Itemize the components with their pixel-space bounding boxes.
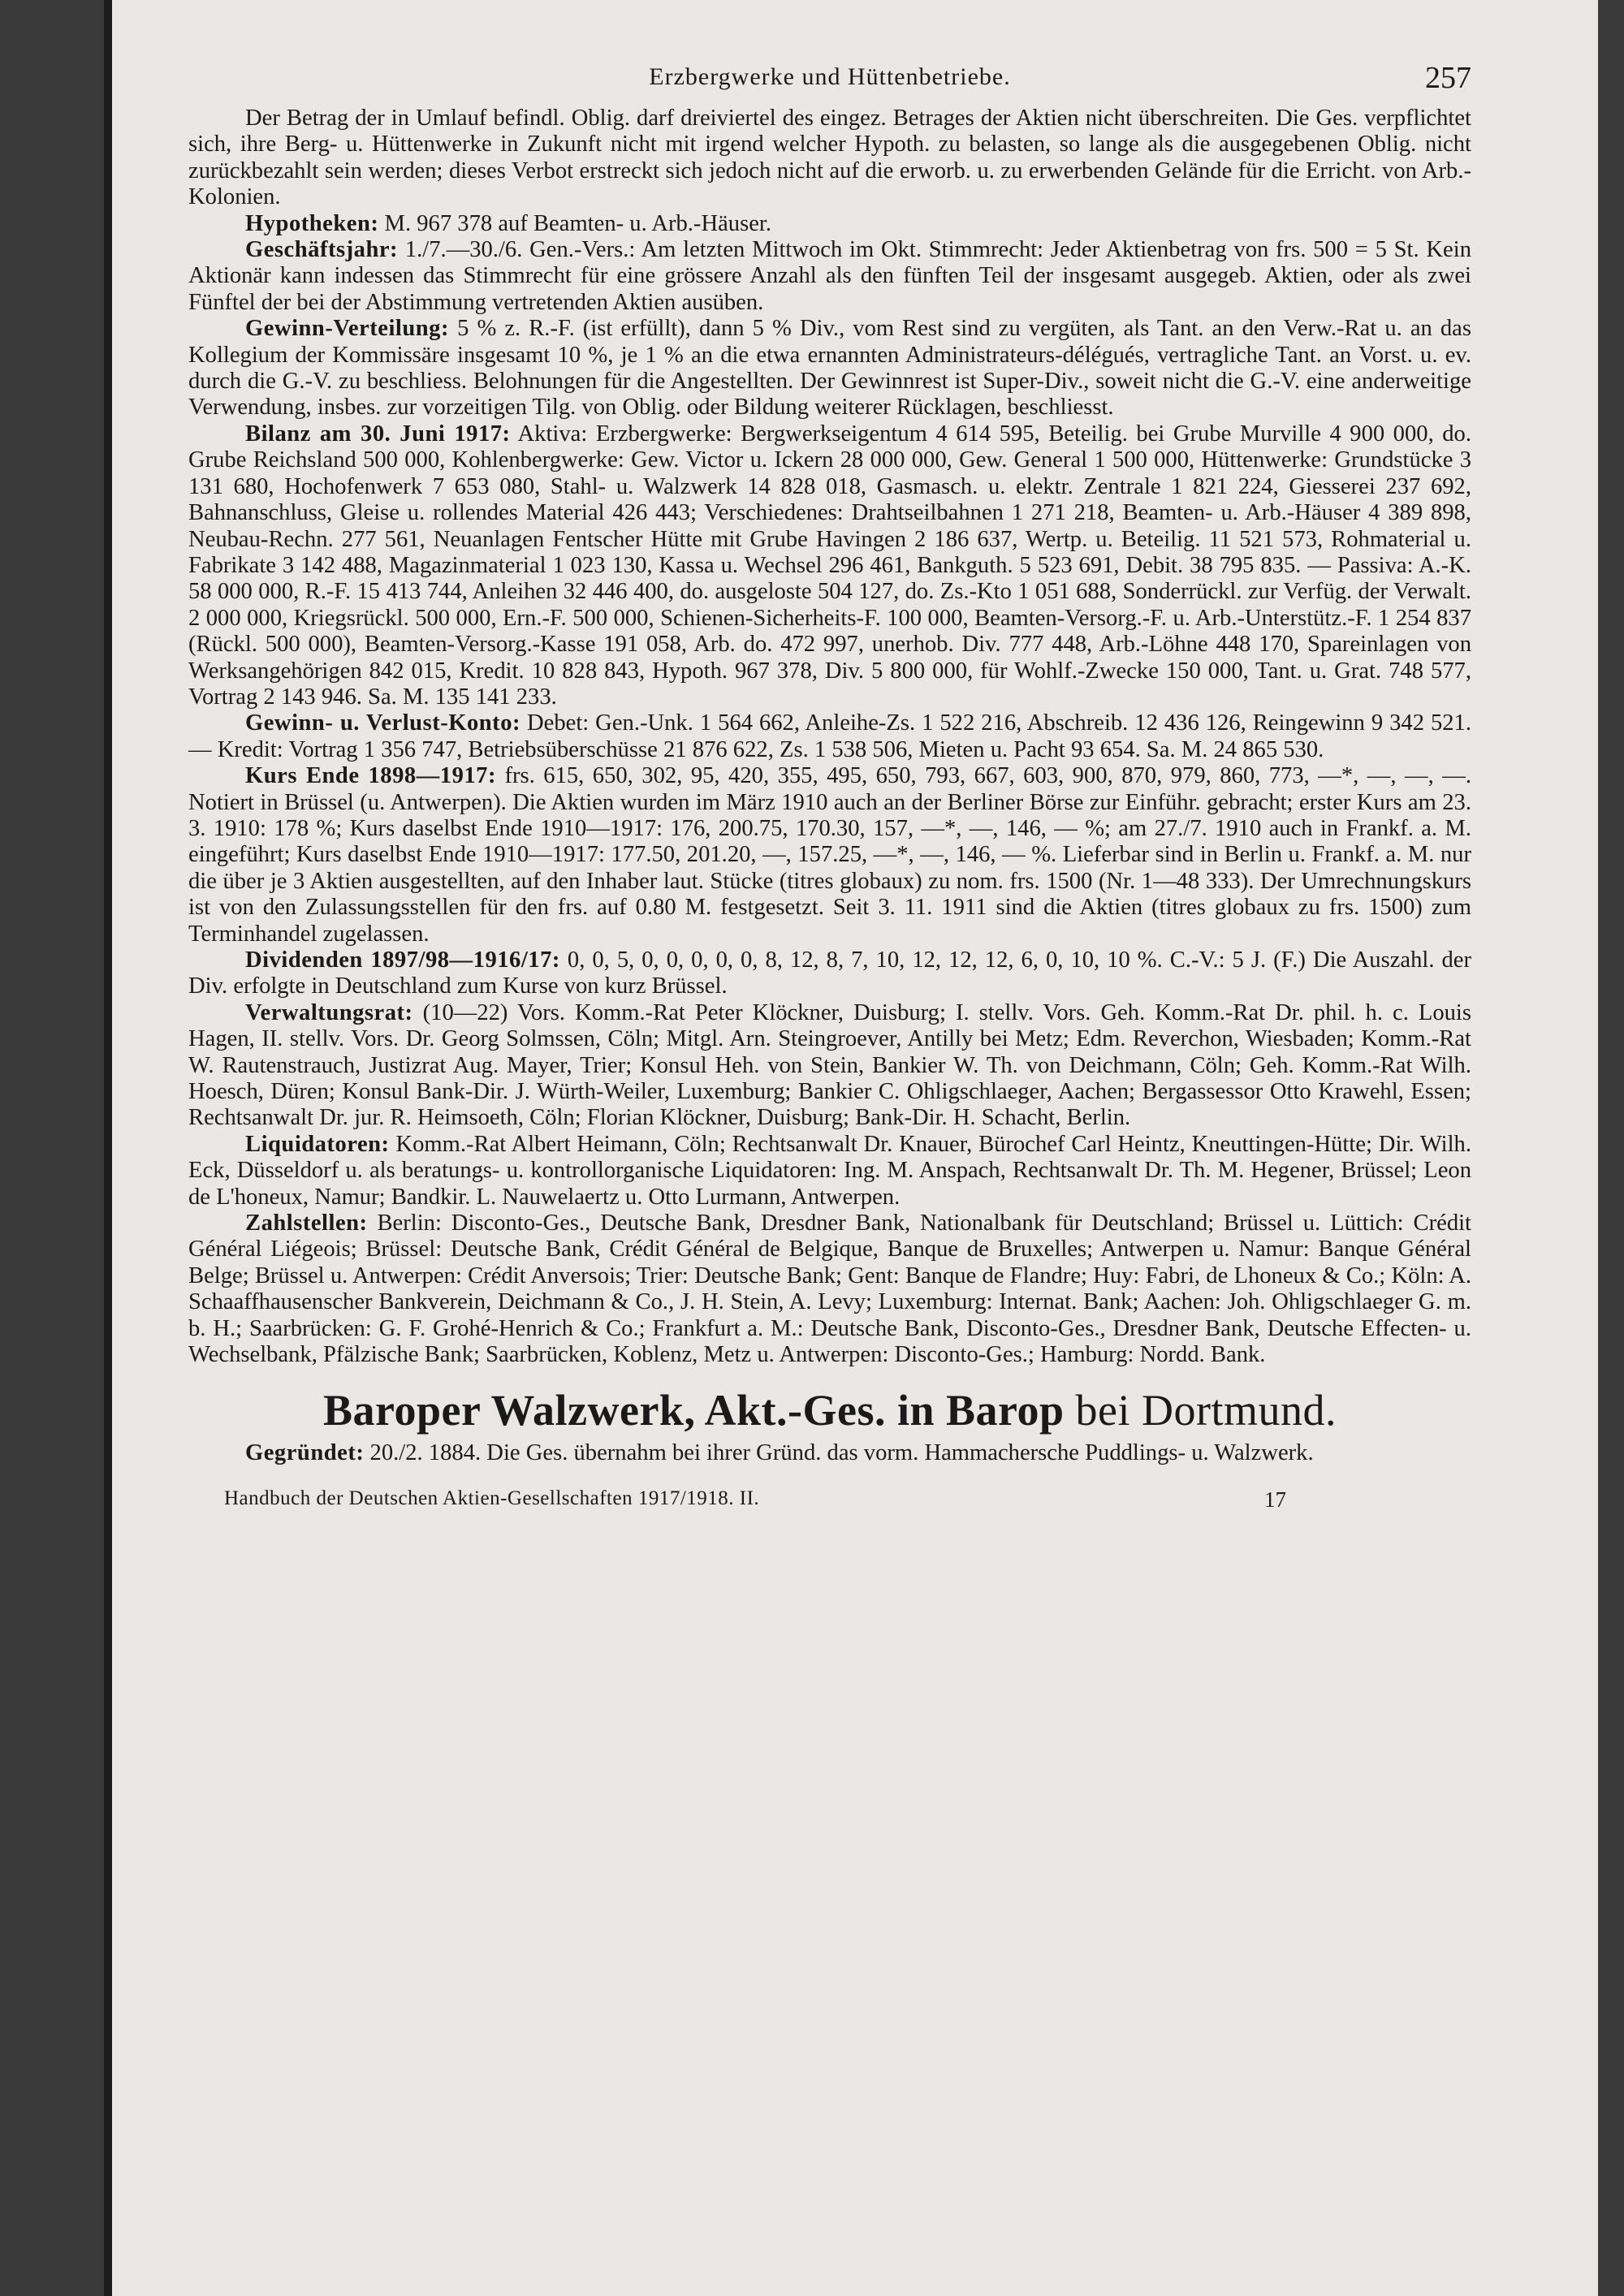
paragraph-board <box>188 1000 1471 1132</box>
paragraph-text: Aktiva: Erzbergwerke: Bergwerkseigentum 4 614 595, Beteilig. bei Grube Murville 4 900 000, do. Grube Reichsland 500 000, Kohlenbergwerke: Gew. Victor u. Ickern 28 000 000, Gew. General 1 500 000, Hüttenwerke: Grundstücke 3 131 680, Hochofenwerk 7 653 080, Stahl- u. Walzwerk 14 828 018, Gasmasch. u. elektr. Zentrale 1 821 224, Giesserei 237 692, Bahnanschluss, Gleise u. rollendes Material 426 443; Verschiedenes: Drahtseilbahnen 1 271 218, Beamten- u. Arb.-Häuser 4 389 898, Neubau-Rechn. 277 561, Neuanlagen Fentscher Hütte mit Grube Havingen 2 186 637, Wertp. u. Beteilig. 11 521 573, Rohmaterial u. Fabrikate 3 142 488, Magazinmaterial 1 023 130, Kassa u. Wechsel 296 461, Bankguth. 5 523 691, Debit. 38 795 835. — Passiva: A.-K. 58 000 000, R.-F. 15 413 744, Anleihen 32 446 400, do. ausgeloste 504 127, do. Zs.-Kto 1 051 688, Sonderrückl. zur Verfüg. der Verwalt. 2 000 000, Kriegsrückl. 500 000, Ern.-F. 500 000, Schienen-Sicherheits-F. 100 000, Beamten-Versorg.-F. u. Arb.-Unterstütz.-F. 1 254 837 (Rückl. 500 000), Beamten-Versorg.-Kasse 191 058, Arb. do. 472 997, unerhob. Div. 777 448, Arb.-Löhne 448 170, Spareinlagen von Werksangehörigen 842 015, Kredit. 10 828 843, Hypoth. 967 378, Div. 5 800 000, für Wohlf.-Zwecke 150 000, Tant. u. Grat. 748 577, Vortrag 2 143 946. Sa. M. 135 141 233. <box>188 421 1471 710</box>
paragraph-lead: Zahlstellen: <box>245 1211 368 1236</box>
paragraph-text: Der Betrag der in Umlauf befindl. Oblig. darf dreiviertel des eingez. Betrages der Aktien nicht überschreiten. Die Ges. verpflichtet sich, ihre Berg- u. Hüttenwerke in Zukunft nicht mit irgend welcher Hypoth. zu belasten, so lange als die ausgegebenen Oblig. nicht zurückbezahlt sein werden; dieses Verbot erstreckt sich jedoch nicht auf die erworb. u. zu erwerbenden Gelände für die Erricht. von Arb.-Kolonien. <box>188 106 1471 210</box>
paragraph-paying-agents <box>188 1211 1471 1368</box>
paragraph-lead: Bilanz am 30. Juni 1917: <box>245 421 511 447</box>
paragraph-text: frs. 615, 650, 302, 95, 420, 355, 495, 650, 793, 667, 603, 900, 870, 979, 860, 773, —*, —, —, —. Notiert in Brüssel (u. Antwerpen). Die Aktien wurden im März 1910 auch an der Berliner Börse zur Einführ. gebracht; erster Kurs am 23. 3. 1910: 178 %; Kurs daselbst Ende 1910—1917: 176, 200.75, 170.30, 157, —*, —, 146, — %; am 27./7. 1910 auch in Frankf. a. M. eingeführt; Kurs daselbst Ende 1910—1917: 177.50, 201.20, —, 157.25, —*, —, 146, — %. Lieferbar sind in Berlin u. Frankf. a. M. nur die über je 3 Aktien ausgestellten, auf den Inhaber laut. Stücke (titres globaux) zu nom. frs. 1500 (Nr. 1—48 333). Der Umrechnungskurs ist von den Zulassungsstellen für den frs. auf 0.80 M. festgesetzt. Seit 3. 11. 1911 sind die Aktien (titres globaux zu frs. 1500) zum Terminhandel zugelassen. <box>188 763 1471 947</box>
paragraph-mortgages <box>188 211 1471 237</box>
paragraph-balance-sheet <box>188 421 1471 710</box>
running-title: Erzbergwerke und Hüttenbetriebe. <box>649 63 1011 90</box>
company-name: Baroper Walzwerk, Akt.-Ges. in Barop <box>322 1385 1065 1435</box>
page-footer <box>188 1487 1471 1520</box>
company-location: bei Dortmund. <box>1075 1385 1337 1435</box>
paragraph-text: Berlin: Disconto-Ges., Deutsche Bank, Dresdner Bank, Nationalbank für Deutschland; Brüssel u. Lüttich: Crédit Général Liégeois; Brüssel: Deutsche Bank, Crédit Général de Belgique, Banque de Bruxelles; Antwerpen u. Namur: Banque Général Belge; Brüssel u. Antwerpen: Crédit Anversois; Trier: Deutsche Bank; Gent: Banque de Flandre; Huy: Fabri, de Lhoneux & Co.; Köln: A. Schaaffhausenscher Bankverein, Deichmann & Co., J. H. Stein, A. Levy; Luxemburg: Internat. Bank; Aachen: Joh. Ohligschlaeger G. m. b. H.; Saarbrücken: G. F. Grohé-Henrich & Co.; Frankfurt a. M.: Deutsche Bank, Disconto-Ges., Dresdner Bank, Deutsche Effecten- u. Wechselbank, Pfälzische Bank; Saarbrücken, Koblenz, Metz u. Antwerpen: Disconto-Ges.; Hamburg: Nordd. Bank. <box>188 1211 1472 1368</box>
binding-edge <box>104 0 112 2296</box>
paragraph-lead: Kurs Ende 1898—1917: <box>245 763 496 789</box>
paragraph-share-prices <box>188 763 1471 947</box>
page-content <box>188 49 1471 1520</box>
paragraph-bond-terms <box>188 106 1471 211</box>
paragraph-lead: Geschäftsjahr: <box>245 237 399 263</box>
paragraph-lead: Dividenden 1897/98—1916/17: <box>245 947 560 973</box>
paragraph-dividends <box>188 947 1471 1000</box>
running-head <box>188 49 1471 106</box>
paragraph-lead: Hypotheken: <box>245 210 379 236</box>
paragraph-profit-loss <box>188 710 1471 763</box>
paragraph-founding <box>188 1440 1471 1466</box>
paragraph-text: (10—22) Vors. Komm.-Rat Peter Klöckner, Duisburg; I. stellv. Vors. Geh. Komm.-Rat Dr. phil. h. c. Louis Hagen, II. stellv. Vors. Dr. Georg Solmssen, Cöln; Mitgl. Arn. Steingroever, Antilly bei Metz; Edm. Reverchon, Wiesbaden; Komm.-Rat W. Rautenstrauch, Justizrat Aug. Mayer, Trier; Konsul Heh. von Stein, Bankier W. Th. von Deichmann, Cöln; Geh. Komm.-Rat Wilh. Hoesch, Düren; Konsul Bank-Dir. J. Würth-Weiler, Luxemburg; Bankier C. Ohligschlaeger, Aachen; Bergassessor Otto Krawehl, Essen; Rechtsanwalt Dr. jur. R. Heimsoeth, Cöln; Florian Klöckner, Duisburg; Bank-Dir. H. Schacht, Berlin. <box>188 999 1471 1131</box>
paragraph-profit-distribution <box>188 316 1471 421</box>
paragraph-text: 0, 0, 5, 0, 0, 0, 0, 0, 8, 12, 8, 7, 10, 12, 12, 12, 6, 0, 10, 10 %. C.-V.: 5 J. (F.) Die Auszahl. der Div. erfolgte in Deutschland zum Kurse von kurz Brüssel. <box>188 947 1471 999</box>
company-heading <box>188 1385 1471 1435</box>
paragraph-text: 20./2. 1884. Die Ges. übernahm bei ihrer Gründ. das vorm. Hammachersche Puddlings- u. Walzwerk. <box>369 1439 1314 1465</box>
paragraph-liquidators <box>188 1132 1471 1211</box>
paragraph-lead: Verwaltungsrat: <box>245 999 413 1025</box>
signature-mark: 17 <box>1264 1487 1286 1512</box>
paragraph-lead: Gegründet: <box>245 1439 365 1465</box>
paragraph-text: M. 967 378 auf Beamten- u. Arb.-Häuser. <box>384 210 771 236</box>
body-text <box>188 106 1471 1466</box>
paragraph-lead: Gewinn- u. Verlust-Konto: <box>245 710 521 736</box>
paragraph-fiscal-year <box>188 237 1471 316</box>
paragraph-lead: Gewinn-Verteilung: <box>245 316 449 342</box>
paragraph-text: 1./7.—30./6. Gen.-Vers.: Am letzten Mittwoch im Okt. Stimmrecht: Jeder Aktienbetrag von frs. 500 = 5 St. Kein Aktionär kann indessen das Stimmrecht für eine grössere Anzahl als den fünften Teil der insgesamt ausgegeb. Aktien, oder als zwei Fünftel der bei der Abstimmung vertretenden Aktien ausüben. <box>188 237 1471 315</box>
paragraph-text: Komm.-Rat Albert Heimann, Cöln; Rechtsanwalt Dr. Knauer, Bürochef Carl Heintz, Kneuttingen-Hütte; Dir. Wilh. Eck, Düsseldorf u. als beratungs- u. kontrollorganische Liquidatoren: Ing. M. Anspach, Rechtsanwalt Dr. Th. M. Hegener, Brüssel; Leon de L'honeux, Namur; Bandkir. L. Nauwelaertz u. Otto Lurmann, Antwerpen. <box>188 1131 1471 1210</box>
paragraph-lead: Liquidatoren: <box>245 1131 390 1157</box>
paragraph-text: 5 % z. R.-F. (ist erfüllt), dann 5 % Div., vom Rest sind zu vergüten, als Tant. an den Verw.-Rat u. an das Kollegium der Kommissäre insgesamt 10 %, je 1 % an die etwa ernannten Administrateurs-délégués, vertragliche Tant. an Vorst. u. ev. durch die G.-V. zu beschliess. Belohnungen für die Angestellten. Der Gewinnrest ist Super-Div., soweit nicht die G.-V. eine anderweitige Verwendung, insbes. zur vorzeitigen Tilg. von Oblig. oder Bildung weiterer Rücklagen, beschliesst. <box>188 316 1472 421</box>
footer-text: Handbuch der Deutschen Aktien-Gesellschaften 1917/1918. II. <box>224 1487 760 1509</box>
page-number: 257 <box>1425 61 1471 95</box>
paragraph-text: Debet: Gen.-Unk. 1 564 662, Anleihe-Zs. 1 522 216, Abschreib. 12 436 126, Reingewinn 9 342 521. — Kredit: Vortrag 1 356 747, Betriebsüberschüsse 21 876 622, Zs. 1 538 506, Mieten u. Pacht 93 654. Sa. M. 24 865 530. <box>188 710 1472 762</box>
